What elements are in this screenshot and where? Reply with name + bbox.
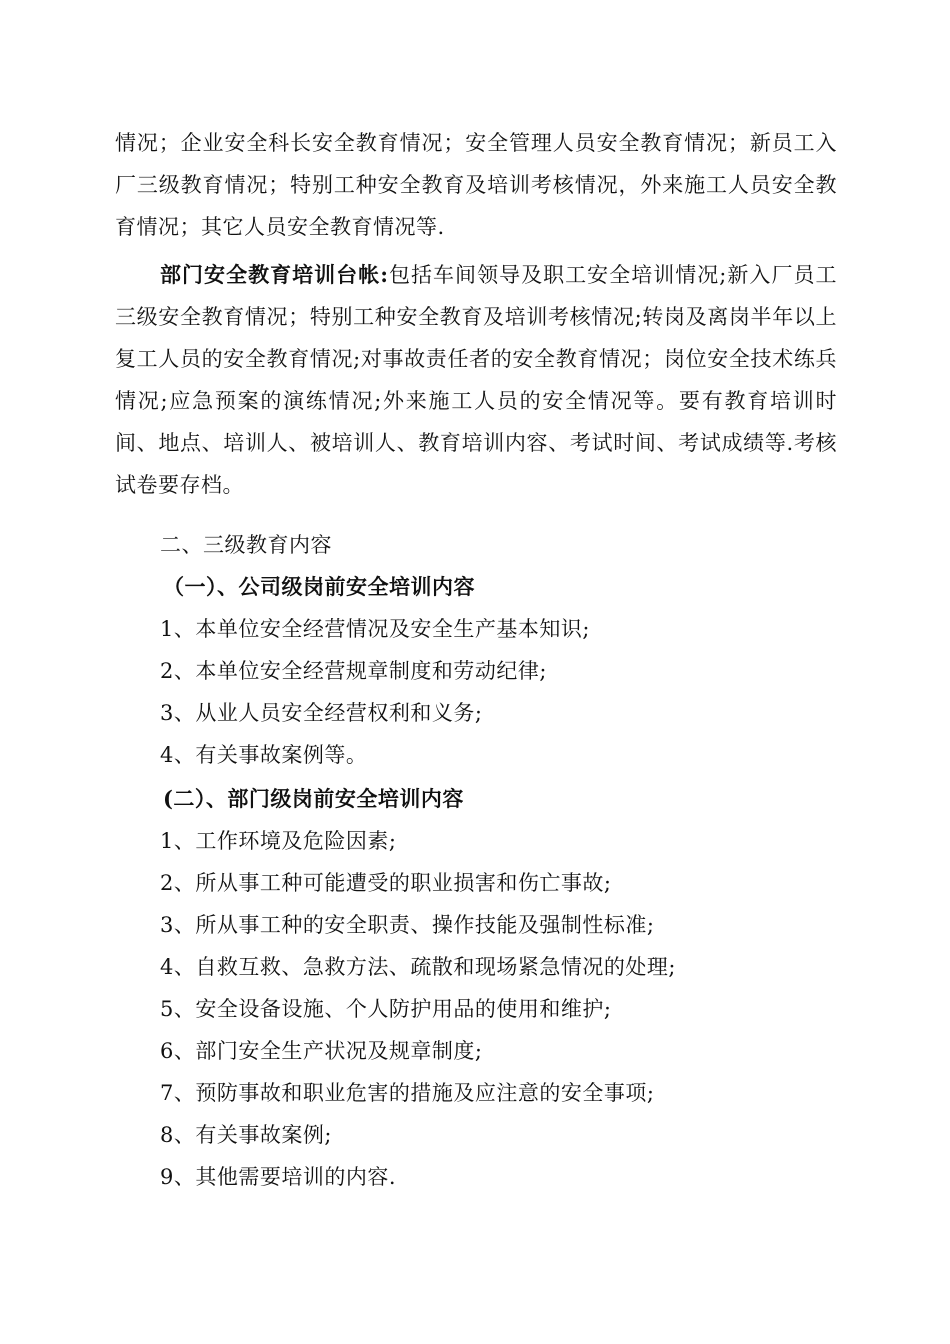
list-item: 4、自救互救、急救方法、疏散和现场紧急情况的处理; <box>160 955 676 979</box>
paragraph-records-list: 情况；企业安全科长安全教育情况；安全管理人员安全教育情况；新员工入厂三级教育情况；特别工种安全教育及培训考核情况，外来施工人员安全教育情况；其它人员安全教育情况等. <box>115 131 837 239</box>
list-item: 5、安全设备设施、个人防护用品的使用和维护; <box>160 997 612 1021</box>
department-ledger-body: 包括车间领导及职工安全培训情况;新入厂员工三级安全教育情况；特别工种安全教育及培训考核情况;转岗及离岗半年以上复工人员的安全教育情况;对事故责任者的安全教育情况；岗位安全技术练兵情况;应急预案的演练情况;外来施工人员的安全情况等。要有教育培训时间、地点、培训人、被培训人、教育培训内容、考试时间、考试成绩等.考核试卷要存档。 <box>115 263 837 497</box>
list-item: 1、工作环境及危险因素; <box>160 829 397 853</box>
list-item: 2、所从事工种可能遭受的职业损害和伤亡事故; <box>160 871 612 895</box>
section-title-three-level-education: 二、三级教育内容 <box>160 533 332 557</box>
paragraph-department-ledger <box>115 254 837 506</box>
list-item: 7、预防事故和职业危害的措施及应注意的安全事项; <box>160 1081 655 1105</box>
department-ledger-label: 部门安全教育培训台帐: <box>160 262 389 287</box>
list-item: 2、本单位安全经营规章制度和劳动纪律; <box>160 659 547 683</box>
list-item: 3、从业人员安全经营权利和义务; <box>160 701 483 725</box>
list-item: 8、有关事故案例; <box>160 1123 332 1147</box>
list-item: 4、有关事故案例等。 <box>160 743 368 767</box>
list-item: 1、本单位安全经营情况及安全生产基本知识; <box>160 617 590 641</box>
list-item: 3、所从事工种的安全职责、操作技能及强制性标准; <box>160 913 655 937</box>
subsection-title-department-level: (二）、部门级岗前安全培训内容 <box>163 786 464 811</box>
list-item: 9、其他需要培训的内容. <box>160 1165 397 1189</box>
list-item: 6、部门安全生产状况及规章制度; <box>160 1039 483 1063</box>
subsection-title-company-level: （一）、公司级岗前安全培训内容 <box>163 574 475 599</box>
